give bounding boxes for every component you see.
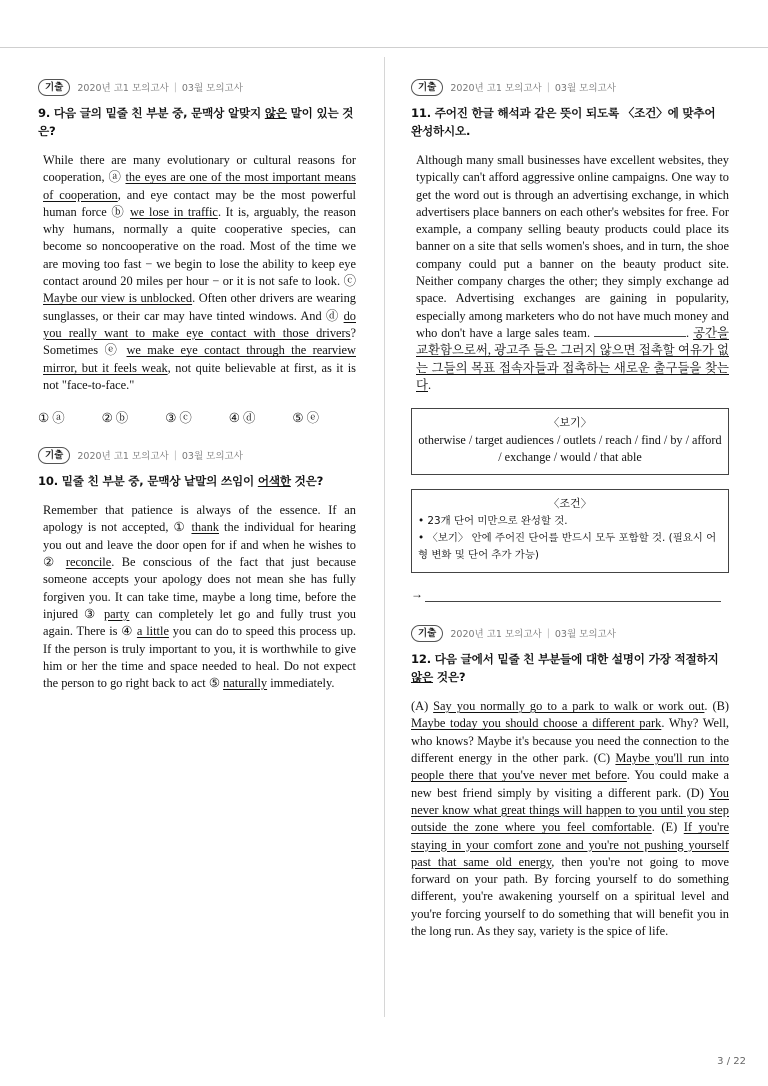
jogeon-title: 〈조건〉 xyxy=(548,497,592,511)
underline-d: do you really want to make eye contact with those drivers xyxy=(43,308,356,340)
underline-E: If you're staying in your comfort zone and you're not pushing yourself past that same old energy xyxy=(411,820,729,869)
source-separator: | xyxy=(173,449,177,461)
source-exam: 2020년 고1 모의고사 xyxy=(450,83,542,94)
choice-3[interactable]: ③ ⓒ xyxy=(165,411,192,426)
header-rule xyxy=(0,47,768,48)
answer-blank[interactable] xyxy=(594,326,686,337)
underline-4: a little xyxy=(136,624,169,639)
underline-b: we lose in traffic xyxy=(129,204,218,219)
underline-5: naturally xyxy=(223,676,268,691)
choice-1[interactable]: ① ⓐ xyxy=(38,411,65,426)
page-number: 3 / 22 xyxy=(717,1056,746,1067)
underline-C: Maybe you'll run into people there that you've never met before xyxy=(411,751,730,783)
choice-5[interactable]: ⑤ ⓔ xyxy=(292,411,319,426)
source-tag: 기출 xyxy=(38,79,70,96)
source-separator: | xyxy=(173,81,177,93)
question-source xyxy=(411,78,729,96)
question-9-passage: While there are many evolutionary or cultural reasons for cooperation, ⓐ the eyes are one of the most important means of cooperation, and eye contact may be the most powerful human force ⓑ we lose in traffic. It is, arguably, the reason why humans, normally a quite cooperative species, can become so noncooperative on the road. Most of the time we are moving too fast − we begin to lose the ability to keep eye contact around 20 miles per hour − or it is not safe to look. ⓒ Maybe our view is unblocked. Often other drivers are wearing sunglasses, or their car may have tinted windows. And ⓓ do you really want to make eye contact with those drivers? Sometimes ⓔ we make eye contact through the rearview mirror, but it feels weak, not quite believable at first, as it is not "face-to-face." xyxy=(43,153,357,392)
bogi-words: otherwise / target audiences / outlets / reach / find / by / afford / exchange / would / that able xyxy=(418,433,722,465)
condition-1: • 23개 단어 미만으로 완성할 것. xyxy=(418,515,568,528)
source-exam: 2020년 고1 모의고사 xyxy=(77,83,169,94)
source-separator: | xyxy=(546,81,550,93)
source-month: 03월 모의고사 xyxy=(554,83,616,94)
question-9-choices xyxy=(38,408,356,426)
underline-e: we make eye contact through the rearview mirror, but it feels weak xyxy=(43,343,356,375)
question-11-title: 11. 주어진 한글 해석과 같은 뜻이 되도록 〈조건〉에 맞추어 완성하시오. xyxy=(411,106,716,138)
question-10-title: 10. 밑줄 친 부분 중, 문맥상 낱말의 쓰임이 어색한 것은? xyxy=(38,474,324,489)
source-tag: 기출 xyxy=(411,79,443,96)
source-month: 03월 모의고사 xyxy=(554,629,616,641)
choice-2[interactable]: ② ⓑ xyxy=(101,411,129,426)
question-11-passage: Although many small businesses have excellent websites, they typically can't afford aggressive online campaigns. One way to get the word out is through an advertising exchange, in which advertisers place banners on each other's websites for free. For example, a company selling beauty products could place its banner on a site that sells women's shoes, and in turn, the shoe company could put a banner on the beauty product site. Neither company charges the other; they simply exchange ad space. Advertising exchanges are gaining in popularity, especially among marketers who do not have much money and who don't have a large sales team. . 공간을 교환함으로써, 광고주 들은 그러지 않으면 접촉할 여유가 없는 그들의 목표 접속자들과 접촉하는 새로운 출구들을 찾는다. xyxy=(416,153,729,392)
underline-A: Say you normally go to a park to walk or work out xyxy=(433,699,705,714)
underline-c: Maybe our view is unblocked xyxy=(43,291,193,306)
source-exam: 2020년 고1 모의고사 xyxy=(450,629,542,641)
underline-2: reconcile xyxy=(65,555,112,570)
question-12-title: 12. 다음 글에서 밑줄 친 부분들에 대한 설명이 가장 적절하지 않은 것은? xyxy=(411,652,719,685)
question-12-passage: (A) Say you normally go to a park to walk or work out. (B) Maybe today you should choose a different park. Why? Well, who knows? Maybe it's because you need the connection to the different energy in the other park. (C) Maybe you'll run into people there that you've never met before. You could make a new best friend simply by visiting a different park. (D) You never know what great things will happen to you until you step outside the zone where you feel comfortable. (E) If you're staying in your comfort zone and you're not pushing yourself past that same old energy, then you're not going to move forward on your path. By forcing yourself to do something different, you're awakening yourself on a spiritual level and you're forcing yourself to do something that will benefit you in the long run. As they say, variety is the spice of life. xyxy=(411,699,730,939)
left-column xyxy=(38,78,356,692)
source-month: 03월 모의고사 xyxy=(181,451,243,463)
question-9-title: 9. 다음 글의 밑줄 친 부분 중, 문맥상 알맞지 않은 말이 있는 것은? xyxy=(38,106,354,138)
answer-line[interactable] xyxy=(411,587,729,602)
right-column xyxy=(411,78,729,940)
bogi-title: 〈보기〉 xyxy=(548,416,592,430)
bogi-box xyxy=(411,408,729,475)
answer-underline[interactable] xyxy=(425,589,721,602)
condition-2: • 〈보기〉 안에 주어진 단어를 반드시 모두 포함할 것. (필요시 어형 변화 및 단어 추가 가능) xyxy=(418,532,717,562)
korean-translation: 공간을 교환함으로써, 광고주 들은 그러지 않으면 접촉할 여유가 없는 그들의 목표 접속자들과 접촉하는 새로운 출구들을 찾는다 xyxy=(416,325,729,392)
underline-D: You never know what great things will happen to you until you step outside the zone where you feel comfortable xyxy=(411,785,729,835)
jogeon-box xyxy=(411,489,729,573)
source-separator: | xyxy=(546,627,550,639)
question-source xyxy=(38,446,356,464)
underline-a: the eyes are one of the most important means of cooperation xyxy=(43,170,356,202)
arrow-icon: → xyxy=(411,587,423,602)
choice-4[interactable]: ④ ⓓ xyxy=(228,411,256,426)
source-exam: 2020년 고1 모의고사 xyxy=(77,451,169,463)
question-10-passage: Remember that patience is always of the essence. If an apology is not accepted, ① thank the individual for hearing you out and leave the door open for if and when he wishes to ② reconcile. Be conscious of the fact that just because someone accepts your apology does not mean she has fully forgiven you. It can take time, maybe a long time, before the injured ③ party can completely let go and fully trust you again. There is ④ a little you can do to speed this process up. If the person is truly important to you, it is worthwhile to give him or her the time and space needed to heal. Do not expect the person to go right back to act ⑤ naturally immediately. xyxy=(43,503,357,691)
underline-B: Maybe today you should choose a different park xyxy=(411,716,662,731)
source-month: 03월 모의고사 xyxy=(181,83,243,94)
underline-1: thank xyxy=(191,520,219,535)
question-source xyxy=(38,78,356,96)
question-source xyxy=(411,624,729,642)
source-tag: 기출 xyxy=(38,447,70,464)
underline-3: party xyxy=(103,606,130,621)
column-divider xyxy=(384,57,385,1017)
source-tag: 기출 xyxy=(411,625,443,642)
